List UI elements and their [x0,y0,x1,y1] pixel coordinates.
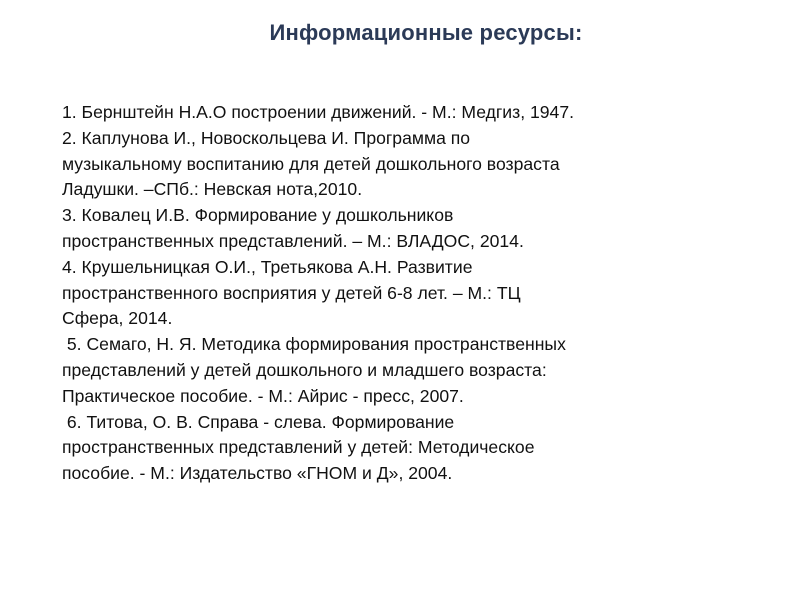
reference-line: 5. Семаго, Н. Я. Методика формирования пространственных [62,334,566,355]
reference-list [62,100,752,487]
reference-line: пространственного восприятия у детей 6-8 лет. – М.: ТЦ [62,282,521,303]
reference-line: 6. Титова, О. В. Справа - слева. Формирование [62,411,455,432]
reference-line: 4. Крушельницкая О.И., Третьякова А.Н. Развитие [62,256,473,277]
reference-item-2 [62,126,752,203]
reference-line: музыкальному воспитанию для детей дошкольного возраста [62,153,560,174]
reference-item-4 [62,255,752,332]
reference-item-6 [62,410,752,487]
reference-line: представлений у детей дошкольного и младшего возраста: [62,359,547,380]
reference-item-3 [62,203,752,255]
reference-line: Практическое пособие. - М.: Айрис - пресс, 2007. [62,385,464,406]
reference-line: 2. Каплунова И., Новоскольцева И. Программа по [62,127,471,148]
reference-line: Сфера, 2014. [62,308,173,329]
reference-line: 3. Ковалец И.В. Формирование у дошкольников [62,205,454,226]
reference-line: 1. Бернштейн Н.А.О построении движений. - М.: Медгиз, 1947. [62,102,574,122]
slide-title: Информационные ресурсы: [269,20,583,45]
reference-line: пособие. - М.: Издательство «ГНОМ и Д», 2004. [62,463,453,484]
reference-item-1 [62,100,752,126]
reference-line: Ладушки. –СПб.: Невская нота,2010. [62,179,363,200]
reference-item-5 [62,332,752,409]
reference-line: пространственных представлений у детей: Методическое [62,437,535,458]
reference-line: пространственных представлений. – М.: ВЛАДОС, 2014. [62,230,524,251]
